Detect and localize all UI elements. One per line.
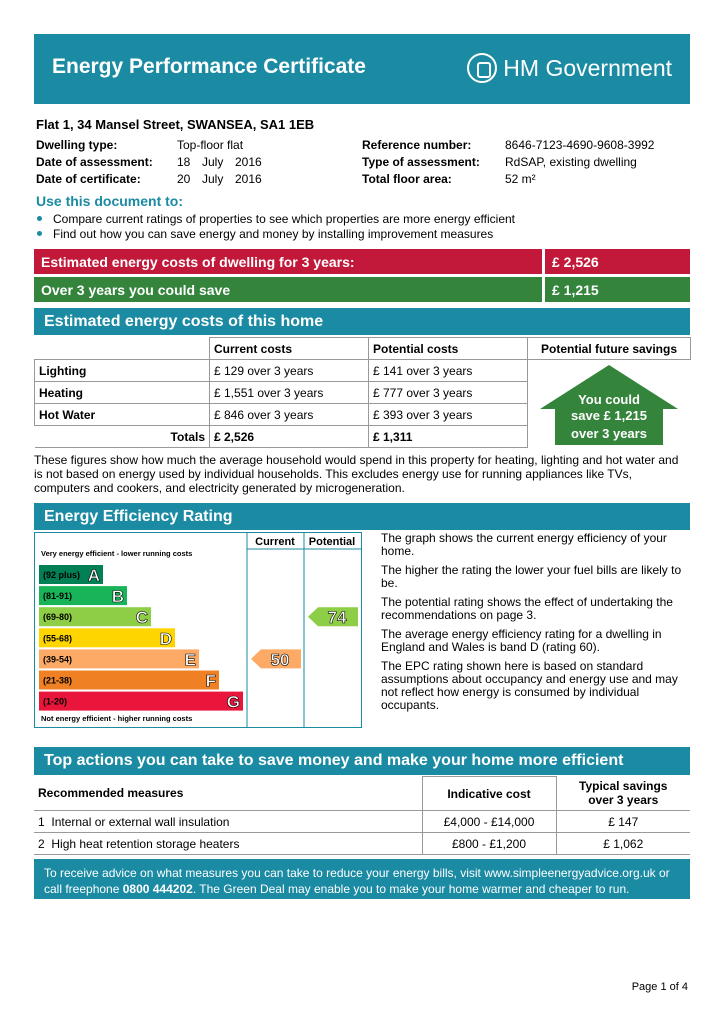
potential-rating-marker-value: 74 bbox=[327, 608, 347, 628]
arrow-line-3: over 3 years bbox=[571, 426, 647, 441]
measure-saving: £ 147 bbox=[556, 811, 690, 833]
measure-cell bbox=[34, 833, 422, 855]
property-address: Flat 1, 34 Mansel Street, SWANSEA, SA1 1EB bbox=[36, 117, 315, 132]
rating-band-e bbox=[39, 649, 199, 669]
date-assessment-label: Date of assessment: bbox=[36, 155, 153, 169]
totals-potential: £ 1,311 bbox=[369, 426, 528, 448]
rating-band-c bbox=[39, 607, 151, 627]
measure-cell bbox=[34, 811, 422, 833]
eer-text-paragraph: The graph shows the current energy efficiency of your home. bbox=[381, 531, 667, 558]
floor-area-label: Total floor area: bbox=[362, 172, 452, 186]
measure-saving: £ 1,062 bbox=[556, 833, 690, 855]
cost-row-current: £ 129 over 3 years bbox=[210, 360, 369, 382]
rating-band-range: (69-80) bbox=[43, 612, 73, 623]
header-banner bbox=[34, 34, 690, 104]
potential-rating-marker bbox=[308, 607, 358, 627]
totals-label: Totals bbox=[35, 426, 210, 448]
cost-row-name: Lighting bbox=[35, 360, 210, 382]
rating-band-f bbox=[39, 671, 219, 691]
could-save-value: £ 1,215 bbox=[545, 277, 690, 302]
date-assessment-day: 18 bbox=[177, 155, 191, 169]
rating-band-range: (39-54) bbox=[43, 654, 73, 665]
eer-text-paragraph: The potential rating shows the effect of undertaking the recommendations on page 3. bbox=[381, 595, 673, 622]
cost-row-current: £ 846 over 3 years bbox=[210, 404, 369, 426]
cost-row-name: Hot Water bbox=[35, 404, 210, 426]
very-efficient-note: Very energy efficient - lower running costs bbox=[41, 549, 193, 558]
rating-band-letter: C bbox=[135, 608, 148, 628]
rating-band-g bbox=[39, 692, 243, 712]
savings-arrow-icon bbox=[540, 365, 678, 445]
eer-explanation bbox=[381, 532, 691, 718]
col-typical-savings-line1: Typical savings bbox=[579, 779, 668, 794]
use-bullet-item: Find out how you can save energy and money by installing improvement measures bbox=[36, 227, 515, 242]
date-certificate-label: Date of certificate: bbox=[36, 172, 141, 186]
cost-row-current: £ 1,551 over 3 years bbox=[210, 382, 369, 404]
eer-text-paragraph: The average energy efficiency rating for a dwelling in England and Wales is band D (rating 60). bbox=[381, 627, 662, 654]
current-rating-marker-value: 50 bbox=[270, 650, 290, 670]
actions-section-title: Top actions you can take to save money and make your home more efficient bbox=[34, 747, 690, 775]
advice-line-2-post: . The Green Deal may enable you to make your home warmer and cheaper to run. bbox=[192, 882, 630, 896]
date-assessment-year: 2016 bbox=[235, 155, 262, 169]
rating-band-range: (55-68) bbox=[43, 633, 73, 644]
rating-band-d bbox=[39, 628, 175, 648]
measure-name: High heat retention storage heaters bbox=[51, 836, 240, 851]
eer-section-title: Energy Efficiency Rating bbox=[34, 503, 690, 530]
date-certificate-year: 2016 bbox=[235, 172, 262, 186]
could-save-bar bbox=[34, 277, 690, 302]
totals-current: £ 2,526 bbox=[210, 426, 369, 448]
measure-name: Internal or external wall insulation bbox=[51, 814, 230, 829]
rating-band-a bbox=[39, 565, 103, 585]
rating-band-letter: D bbox=[159, 629, 172, 649]
cost-row-potential: £ 777 over 3 years bbox=[369, 382, 528, 404]
rating-band-range: (1-20) bbox=[43, 696, 68, 707]
page-number: Page 1 of 4 bbox=[631, 981, 688, 993]
col-indicative-cost: Indicative cost bbox=[422, 777, 556, 811]
rating-band-bar bbox=[39, 692, 243, 711]
assessment-type-value: RdSAP, existing dwelling bbox=[505, 155, 637, 169]
measure-number: 2 bbox=[38, 836, 45, 851]
date-certificate-month: July bbox=[202, 172, 224, 186]
dwelling-type-value: Top-floor flat bbox=[177, 138, 244, 152]
actions-table bbox=[34, 776, 690, 855]
advice-line-2-pre: call freephone bbox=[44, 882, 123, 896]
measure-cost: £4,000 - £14,000 bbox=[422, 811, 556, 833]
cost-row-name: Heating bbox=[35, 382, 210, 404]
rating-band-letter: E bbox=[184, 650, 196, 670]
eer-text-paragraph: The higher the rating the lower your fuel bills are likely to be. bbox=[381, 563, 682, 590]
col-current-costs: Current costs bbox=[210, 338, 369, 360]
page-title: Energy Performance Certificate bbox=[52, 55, 366, 78]
date-assessment-month: July bbox=[202, 155, 224, 169]
costs-explanation: These figures show how much the average household would spend in this property for heating, lighting and hot water and is not based on energy used by individual households. This excludes energy use for running appliances like TVs, computers and cookers, and electricity generated by microgeneration. bbox=[34, 453, 679, 495]
col-recommended-measures: Recommended measures bbox=[34, 777, 422, 811]
freephone-number: 0800 444202 bbox=[122, 882, 193, 896]
assessment-type-label: Type of assessment: bbox=[362, 155, 480, 169]
rating-band-range: (21-38) bbox=[43, 675, 73, 686]
rating-band-range: (92 plus) bbox=[43, 570, 81, 580]
date-certificate-day: 20 bbox=[177, 172, 191, 186]
advice-line-1: To receive advice on what measures you can take to reduce your energy bills, visit www.simpleenergyadvice.org.uk or bbox=[44, 866, 670, 880]
advice-footer bbox=[34, 859, 690, 899]
hm-government-logo bbox=[467, 53, 672, 83]
energy-rating-graph bbox=[35, 533, 361, 727]
energy-rating-chart bbox=[34, 532, 362, 728]
table-row bbox=[34, 833, 690, 855]
cost-row-potential: £ 141 over 3 years bbox=[369, 360, 528, 382]
rating-band-letter: F bbox=[205, 671, 216, 691]
col-typical-savings-line2: over 3 years bbox=[588, 793, 659, 808]
reference-value: 8646-7123-4690-9608-3992 bbox=[505, 138, 655, 152]
reference-label: Reference number: bbox=[362, 138, 472, 152]
rating-band-letter: B bbox=[111, 587, 124, 607]
dwelling-type-label: Dwelling type: bbox=[36, 138, 118, 152]
arrow-line-2: save £ 1,215 bbox=[571, 408, 647, 423]
rating-band-b bbox=[39, 586, 127, 606]
estimated-cost-value: £ 2,526 bbox=[545, 249, 690, 274]
use-document-title: Use this document to: bbox=[36, 193, 184, 209]
table-row bbox=[34, 811, 690, 833]
cost-row-potential: £ 393 over 3 years bbox=[369, 404, 528, 426]
col-potential-costs: Potential costs bbox=[369, 338, 528, 360]
rating-band-letter: A bbox=[87, 566, 100, 585]
col-potential-savings: Potential future savings bbox=[528, 338, 691, 360]
eer-text-paragraph: The EPC rating shown here is based on standard assumptions about occupancy and energy use and may not reflect how energy is consumed by individual occupants. bbox=[381, 659, 678, 712]
advice-line-2 bbox=[44, 881, 680, 897]
measure-number: 1 bbox=[38, 814, 45, 829]
not-efficient-note: Not energy efficient - higher running costs bbox=[41, 714, 193, 723]
hm-government-label: HM Government bbox=[503, 54, 672, 81]
rating-band-letter: G bbox=[226, 692, 240, 712]
use-bullets bbox=[36, 212, 515, 242]
col-potential-rating: Potential bbox=[308, 536, 356, 548]
rating-band-range: (81-91) bbox=[43, 591, 73, 602]
floor-area-value: 52 m² bbox=[505, 172, 536, 186]
use-bullet-item: Compare current ratings of properties to see which properties are more energy efficient bbox=[36, 212, 515, 227]
col-typical-savings bbox=[556, 777, 690, 811]
estimated-cost-bar bbox=[34, 249, 690, 274]
costs-section-title: Estimated energy costs of this home bbox=[34, 308, 690, 335]
arrow-line-1: You could bbox=[578, 392, 640, 407]
current-rating-marker bbox=[251, 649, 301, 669]
could-save-label: Over 3 years you could save bbox=[34, 277, 542, 302]
measure-cost: £800 - £1,200 bbox=[422, 833, 556, 855]
col-current-rating: Current bbox=[255, 536, 295, 548]
royal-crest-icon bbox=[467, 53, 497, 83]
estimated-cost-label: Estimated energy costs of dwelling for 3 years: bbox=[34, 249, 542, 274]
